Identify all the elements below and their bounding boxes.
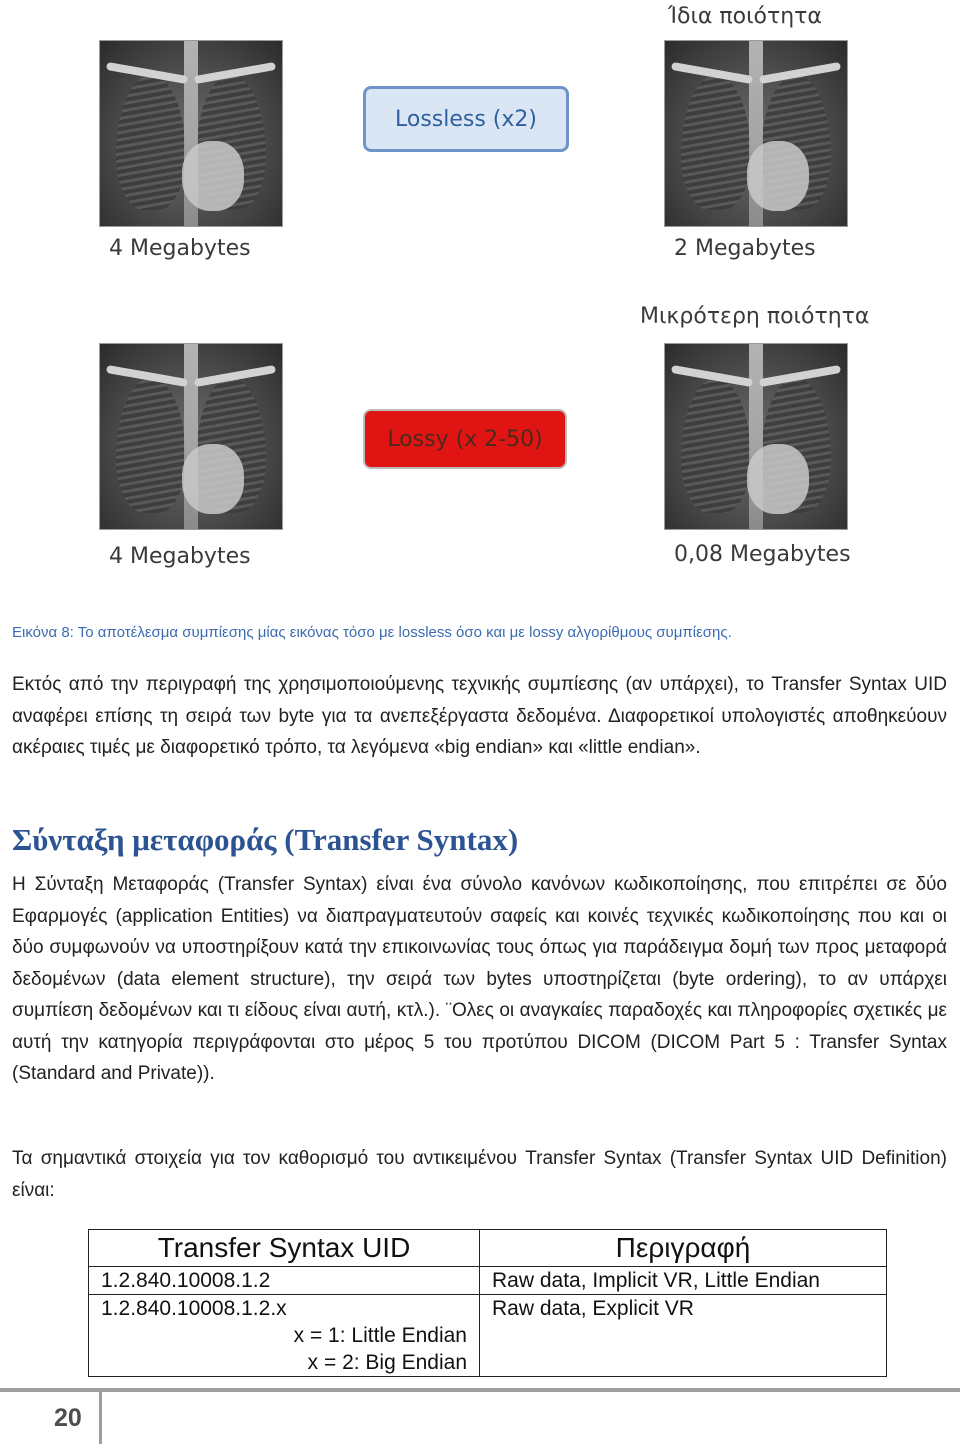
- table-row: [89, 1267, 887, 1295]
- lossy-label: Lossy (x 2-50): [387, 426, 543, 452]
- page-number: 20: [54, 1404, 82, 1432]
- lossless-label: Lossless (x2): [394, 106, 537, 132]
- transfer-syntax-table: [88, 1229, 887, 1377]
- column-header: Περιγραφή: [480, 1230, 887, 1267]
- table-cell: Raw data, Implicit VR, Little Endian: [480, 1267, 887, 1295]
- xray-image-lossless: [664, 40, 848, 227]
- footer-divider: [0, 1388, 960, 1392]
- paragraph-byte-order: Εκτός από την περιγραφή της χρησιμοποιούμενης τεχνικής συμπίεσης (αν υπάρχει), το Transfer Syntax UID αναφέρει επίσης τη σειρά των byte για τα ανεπεξέργαστα δεδομένα. Διαφορετικοί υπολογιστές αποθηκεύουν ακέραιες τιμές με διαφορετικό τρόπο, τα λεγόμενα «big endian» και «little endian».: [12, 674, 947, 758]
- same-quality-label: Ίδια ποιότητα: [668, 4, 822, 29]
- column-header: Transfer Syntax UID: [89, 1230, 480, 1267]
- figure-caption: Εικόνα 8: Το αποτέλεσμα συμπίεσης μίας εικόνας τόσο με lossless όσο και με lossy αλγορίθμους συμπίεσης.: [12, 624, 732, 641]
- image-size-label: 2 Megabytes: [674, 236, 816, 261]
- xray-image-original-top: [99, 40, 283, 227]
- xray-image-lossy: [664, 343, 848, 530]
- table-row: [89, 1295, 887, 1377]
- uid-value: 1.2.840.10008.1.2.x: [101, 1297, 287, 1320]
- page-number-divider: [99, 1392, 102, 1444]
- table-header-row: [89, 1230, 887, 1267]
- table-cell: [89, 1295, 480, 1377]
- lower-quality-label: Μικρότερη ποιότητα: [640, 304, 870, 329]
- lossless-box: [363, 86, 569, 152]
- lossy-box: [363, 409, 567, 469]
- image-size-label: 0,08 Megabytes: [674, 542, 851, 567]
- paragraph-transfer-syntax: Η Σύνταξη Μεταφοράς (Transfer Syntax) είναι ένα σύνολο κανόνων κωδικοποίησης, που επιτρέπει σε δύο Εφαρμογές (application Entities) να διαπραγματευτούν σαφείς και κοινές τεχνικές κωδικοποίησης που και οι δύο συμφωνούν να υποστηρίξουν κατά την επικοινωνίας τους όπως για παράδειγμα δομή των προς μεταφορά δεδομένων (data element structure), την σειρά των bytes υποστηρίζεται (byte ordering), το αν υπάρχει συμπίεση δεδομένων και τι είδους είναι αυτή, κτλ.). ¨Ολες οι αναγκαίες παραδοχές και πληροφορίες σχετικές με αυτή την κατηγορία περιγράφονται στο μέρος 5 του προτύπου DICOM (DICOM Part 5 : Transfer Syntax (Standard and Private)).: [12, 874, 947, 1084]
- uid-option: x = 1: Little Endian: [293, 1324, 467, 1347]
- paragraph-uid-definition: Τα σημαντικά στοιχεία για τον καθορισμό του αντικειμένου Transfer Syntax (Transfer Syntax UID Definition) είναι:: [12, 1148, 947, 1201]
- table-cell: Raw data, Explicit VR: [480, 1295, 887, 1377]
- uid-option: x = 2: Big Endian: [307, 1351, 467, 1374]
- image-size-label: 4 Megabytes: [109, 544, 251, 569]
- xray-image-original-bottom: [99, 343, 283, 530]
- table-cell: 1.2.840.10008.1.2: [89, 1267, 480, 1295]
- image-size-label: 4 Megabytes: [109, 236, 251, 261]
- section-heading: Σύνταξη μεταφοράς (Transfer Syntax): [12, 822, 519, 857]
